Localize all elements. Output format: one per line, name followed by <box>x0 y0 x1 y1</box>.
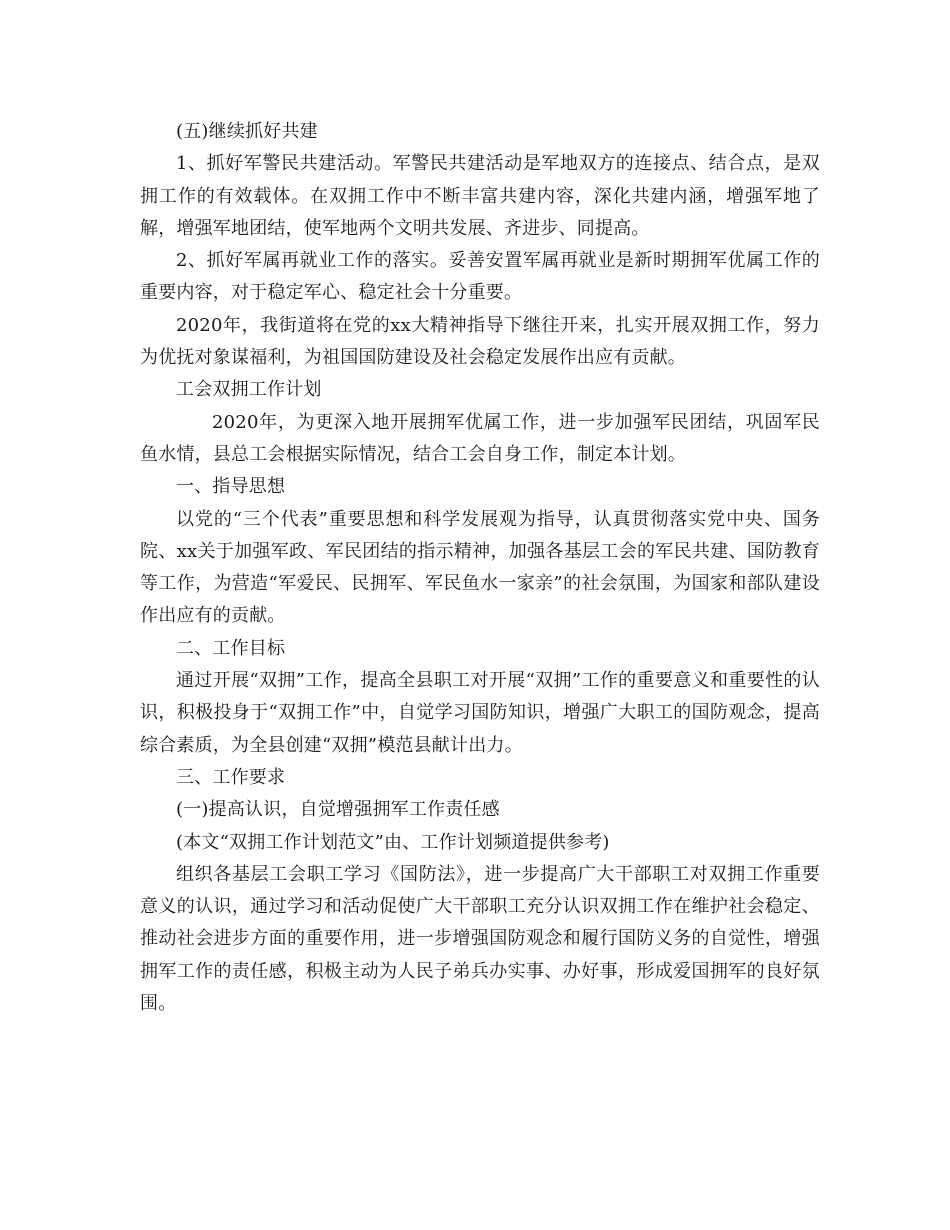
document-body <box>140 116 820 1020</box>
paragraph-military-family-reemployment: 2、抓好军属再就业工作的落实。妥善安置军属再就业是新时期拥军优属工作的重要内容，对于稳定军心、稳定社会十分重要。 <box>140 250 820 304</box>
paragraph-national-defense-law-study: 组织各基层工会职工学习《国防法》，进一步提高广大干部职工对双拥工作重要意义的认识，通过学习和活动促使广大干部职工充分认识双拥工作在维护社会稳定、推动社会进步方面的重要作用，进一步增强国防观念和履行国防义务的自觉性，增强拥军工作的责任感，积极主动为人民子弟兵办实事、办好事，形成爱国拥军的良好氛围。 <box>140 863 820 1015</box>
paragraph-2020-street-plan: 2020年，我街道将在党的xx大精神指导下继往开来，扎实开展双拥工作，努力为优抚对象谋福利，为祖国国防建设及社会稳定发展作出应有贡献。 <box>140 314 820 369</box>
heading-guiding-ideology: 一、指导思想 <box>176 476 286 498</box>
heading-work-goals: 二、工作目标 <box>176 637 286 659</box>
subheading-raise-awareness: (一)提高认识，自觉增强拥军工作责任感 <box>176 799 500 821</box>
section-title-union-plan: 工会双拥工作计划 <box>176 379 322 401</box>
paragraph-guiding-ideology: 以党的“三个代表”重要思想和科学发展观为指导，认真贯彻落实党中央、国务院、xx关于加强军政、军民团结的指示精神，加强各基层工会的军民共建、国防教育等工作，为营造“军爱民、民拥军、军民鱼水一家亲”的社会氛围，为国家和部队建设作出应有的贡献。 <box>140 508 820 627</box>
paragraph-joint-building-activities: 1、抓好军警民共建活动。军警民共建活动是军地双方的连接点、结合点，是双拥工作的有效载体。在双拥工作中不断丰富共建内容，深化共建内涵，增强军地了解，增强军地团结，使军地两个文明共发展、齐进步、同提高。 <box>140 153 820 239</box>
section-heading-continue-joint-building: (五)继续抓好共建 <box>176 121 318 142</box>
note-source-reference: (本文“双拥工作计划范文”由、工作计划频道提供参考) <box>176 831 610 853</box>
paragraph-2020-union-intro: 2020年，为更深入地开展拥军优属工作，进一步加强军民团结，巩固军民鱼水情，县总工会根据实际情况，结合工会自身工作，制定本计划。 <box>140 411 820 465</box>
paragraph-work-goals: 通过开展“双拥”工作，提高全县职工对开展“双拥”工作的重要意义和重要性的认识，积极投身于“双拥工作”中，自觉学习国防知识，增强广大职工的国防观念，提高综合素质，为全县创建“双拥”模范县献计出力。 <box>140 670 820 756</box>
heading-work-requirements: 三、工作要求 <box>176 766 286 788</box>
